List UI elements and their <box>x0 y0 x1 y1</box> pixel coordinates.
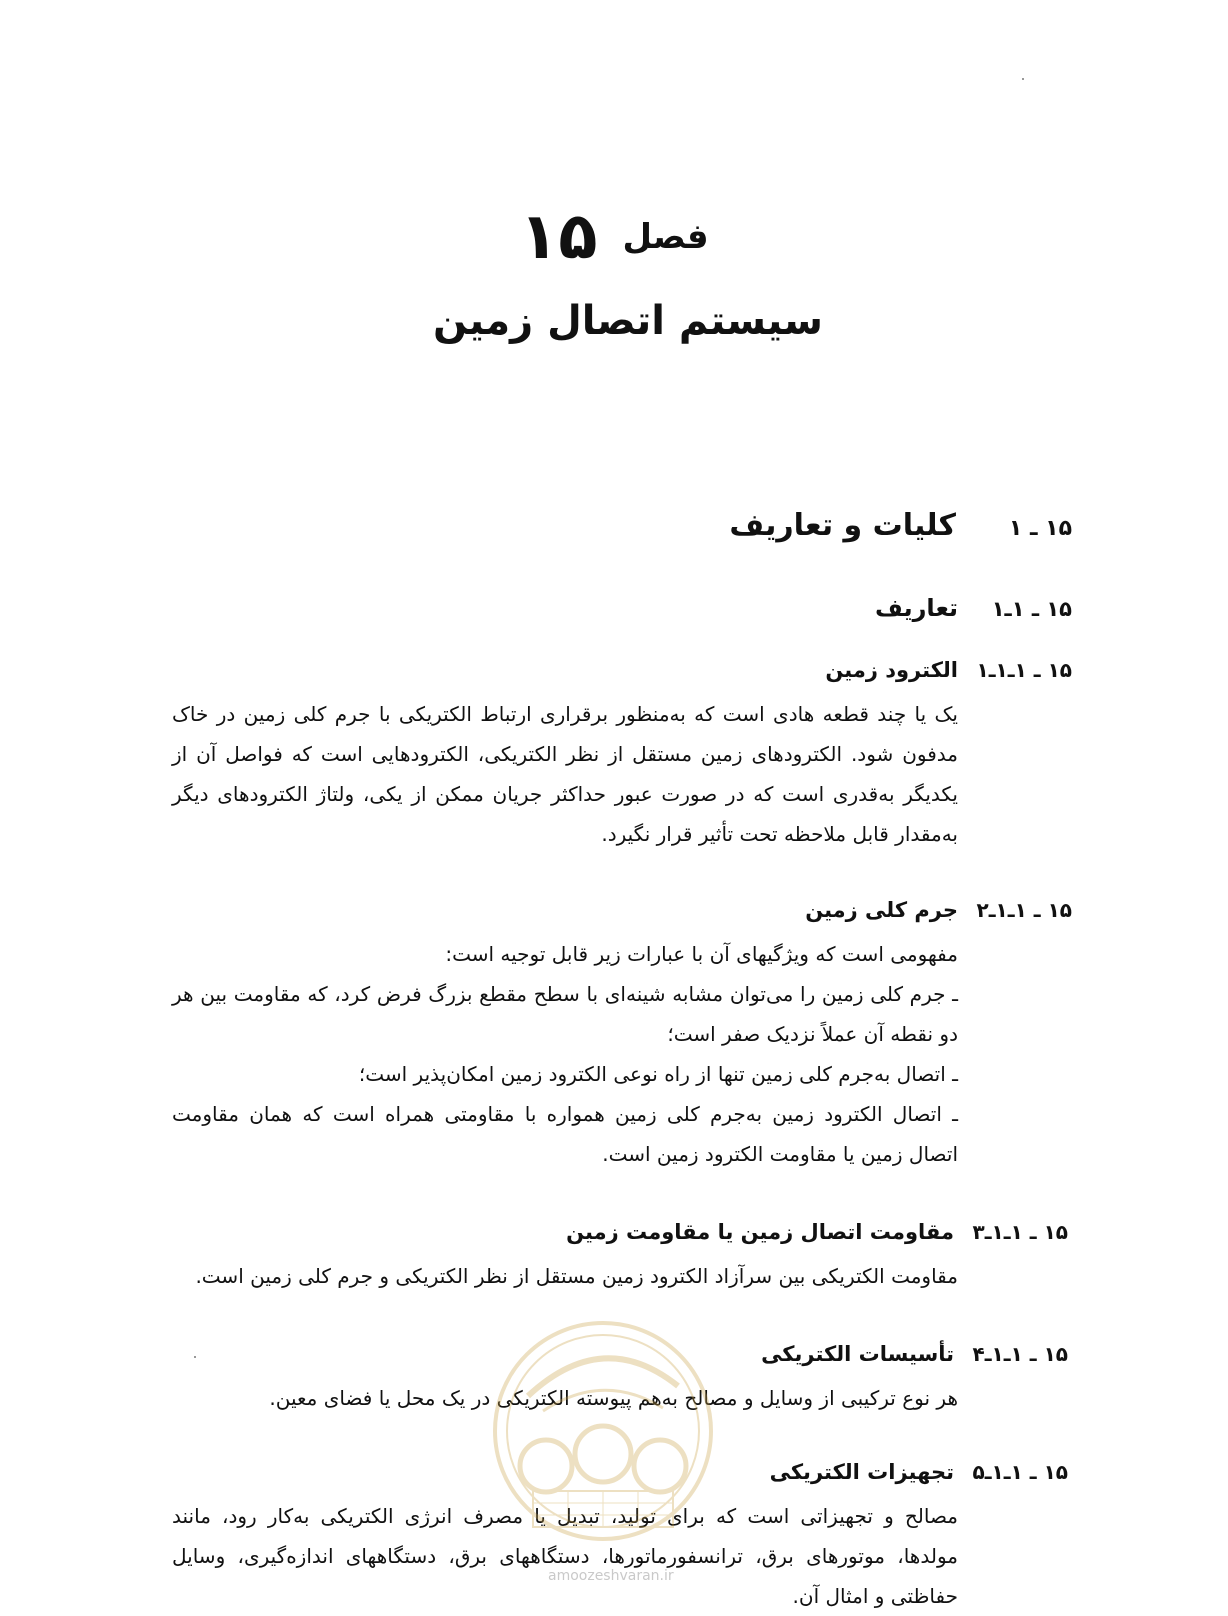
electrode-paragraph: یک یا چند قطعه هادی است که به‌منظور برقراری ارتباط الکتریکی با جرم کلی زمین در خاک مدفون شود. الکترودهای زمین مستقل از نظر الکتریکی، الکترودهایی است که فواصل آن از یکدیگر به‌قدری است که در صورت عبور حداکثر جریان ممکن از یکی، ولتاژ الکترودهای دیگر به‌مقدار قابل ملاحظه تحت تأثیر قرار نگیرد. <box>172 702 958 846</box>
definition-text <box>172 1496 958 1616</box>
mass-bullet: ـ اتصال الکترود زمین به‌جرم کلی زمین همواره با مقاومتی همراه است که همان مقاومت اتصال زمین یا مقاومت الکترود زمین است. <box>172 1102 958 1166</box>
chapter-heading <box>0 200 1228 274</box>
definition-heading <box>825 658 1072 682</box>
definition-number: ۱۵ ـ ۱ـ۱ـ۲ <box>976 898 1072 922</box>
definition-text <box>172 1256 958 1296</box>
definition-heading <box>770 1460 1068 1484</box>
definition-text <box>172 694 958 854</box>
definition-title: تجهیزات الکتریکی <box>769 1460 954 1484</box>
definition-title: تأسیسات الکتریکی <box>761 1342 954 1366</box>
subsection-title: تعاریف <box>875 594 958 622</box>
chapter-title: سیستم اتصال زمین <box>433 298 823 344</box>
chapter-number: ۱۵ <box>519 200 598 274</box>
definition-heading <box>805 898 1072 922</box>
definition-title: الکترود زمین <box>825 658 958 682</box>
section-number: ۱۵ ـ ۱ <box>1008 516 1072 541</box>
scan-speck <box>1022 78 1024 80</box>
resistance-paragraph: مقاومت الکتریکی بین سرآزاد الکترود زمین مستقل از نظر الکتریکی و جرم کلی زمین است. <box>195 1264 958 1288</box>
section-heading <box>729 508 1072 543</box>
chapter-word: فصل <box>622 217 709 257</box>
mass-bullet: ـ اتصال به‌جرم کلی زمین تنها از راه نوعی الکترود زمین امکان‌پذیر است؛ <box>358 1062 958 1086</box>
subsection-heading <box>875 594 1072 622</box>
definition-title: جرم کلی زمین <box>805 898 958 922</box>
definition-text <box>172 934 958 1174</box>
definition-number: ۱۵ ـ ۱ـ۱ـ۴ <box>972 1342 1068 1366</box>
definition-number: ۱۵ ـ ۱ـ۱ـ۱ <box>976 658 1072 682</box>
subsection-number: ۱۵ ـ ۱ـ۱ <box>991 597 1072 621</box>
definition-number: ۱۵ ـ ۱ـ۱ـ۵ <box>972 1460 1068 1484</box>
mass-bullet: ـ جرم کلی زمین را می‌توان مشابه شینه‌ای با سطح مقطع بزرگ فرض کرد، که مقاومت بین هر دو نقطه آن عملاً نزدیک صفر است؛ <box>172 982 958 1046</box>
definition-title: مقاومت اتصال زمین یا مقاومت زمین <box>566 1220 954 1244</box>
equipment-paragraph: مصالح و تجهیزاتی است که برای تولید، تبدیل یا مصرف انرژی الکتریکی به‌کار رود، مانند مولدها، موتورهای برق، ترانسفورماتورها، دستگاههای برق، دستگاههای اندازه‌گیری، وسایل حفاظتی و امثال آن. <box>172 1504 958 1608</box>
definition-text <box>172 1378 958 1418</box>
installation-paragraph: هر نوع ترکیبی از وسایل و مصالح به‌هم پیوسته الکتریکی در یک محل یا فضای معین. <box>269 1386 958 1410</box>
section-title: کلیات و تعاریف <box>729 508 956 543</box>
watermark-url: amoozeshvaran.ir <box>548 1568 674 1584</box>
mass-intro: مفهومی است که ویژگیهای آن با عبارات زیر قابل توجیه است: <box>445 942 958 966</box>
scan-speck <box>194 1356 196 1358</box>
definition-heading <box>761 1342 1068 1366</box>
definition-heading <box>566 1220 1068 1244</box>
definition-number: ۱۵ ـ ۱ـ۱ـ۳ <box>972 1220 1068 1244</box>
